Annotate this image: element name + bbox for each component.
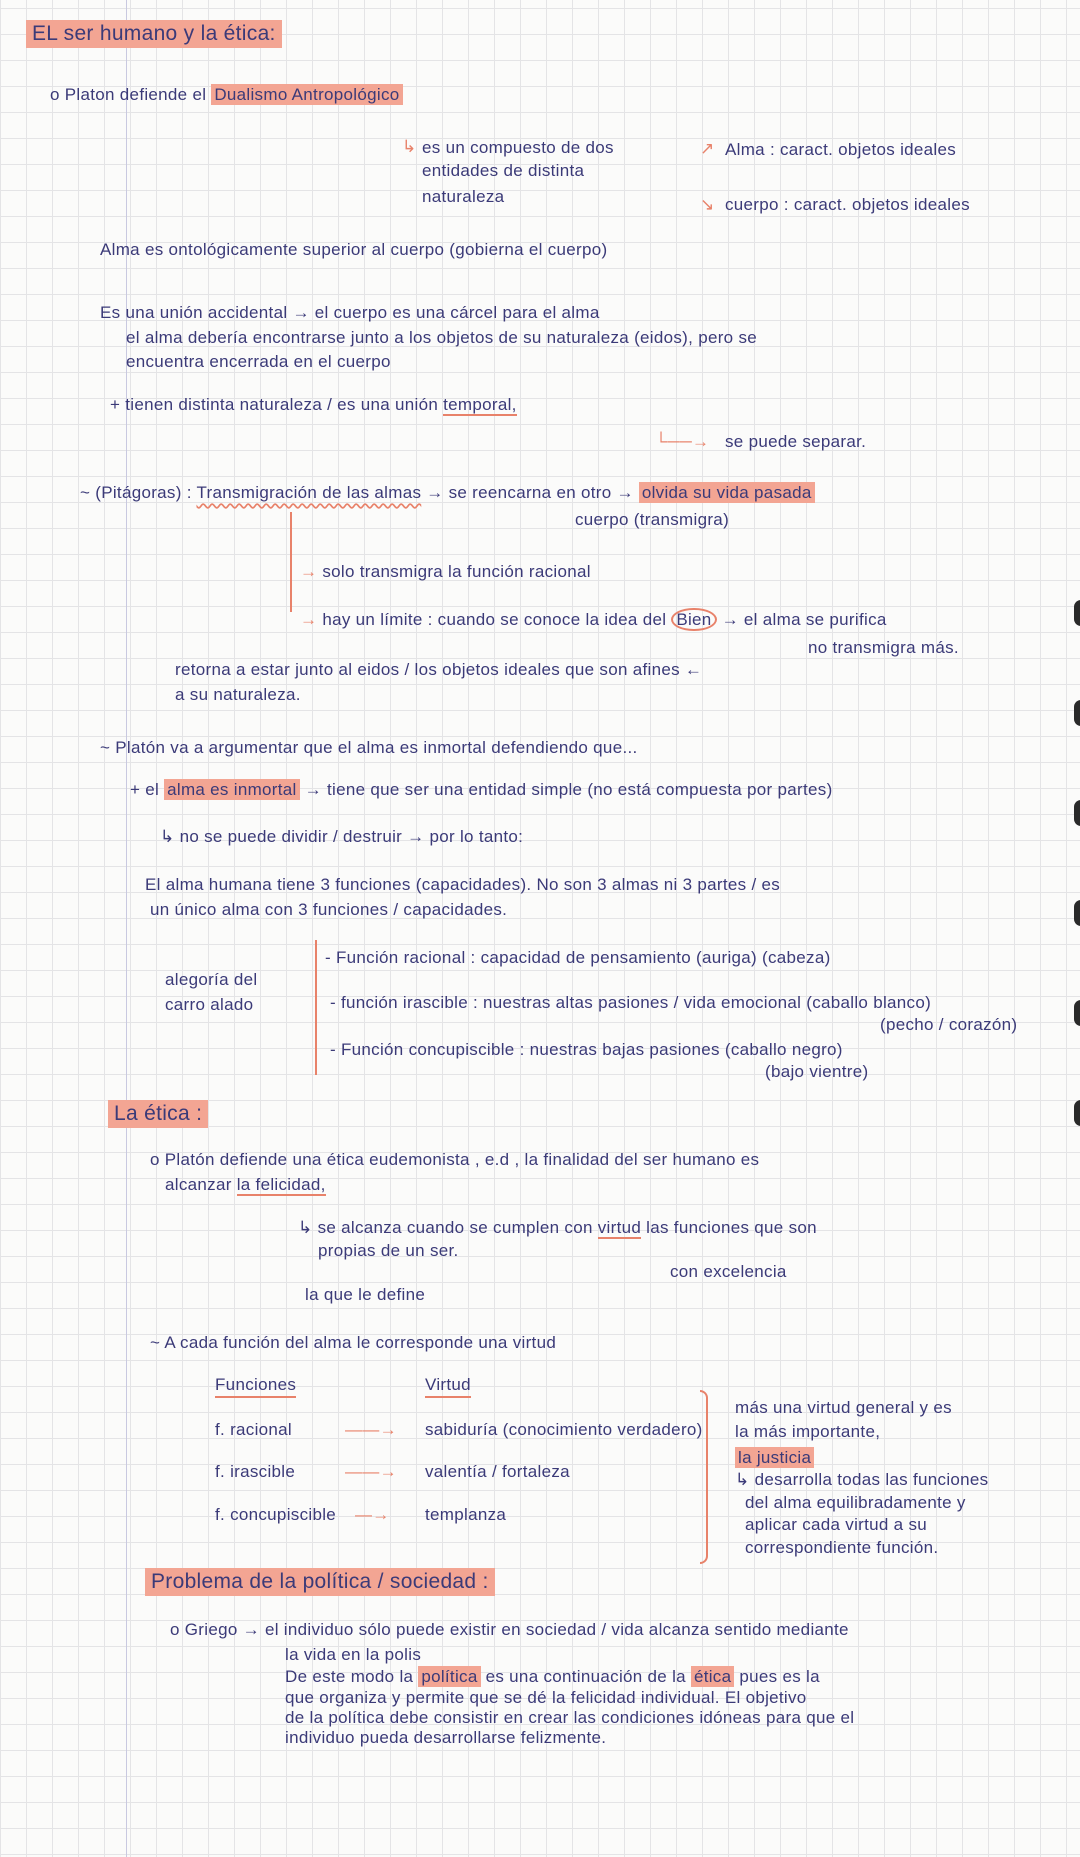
note-line: individuo pueda desarrollarse felizmente.	[285, 1728, 607, 1747]
note-line: o Platón defiende una ética eudemonista , e.d , la finalidad del ser humano es	[150, 1150, 760, 1169]
highlight: la justicia	[735, 1447, 814, 1468]
note-line: aplicar cada virtud a su	[745, 1515, 928, 1534]
note-line: ~ Platón va a argumentar que el alma es inmortal defendiendo que...	[100, 738, 638, 757]
brace	[315, 940, 317, 1075]
note-line: más una virtud general y es	[735, 1398, 952, 1417]
note-line: alegoría del	[165, 970, 258, 989]
arrow-icon: ↗	[700, 139, 715, 158]
note-line: que organiza y permite que se dé la felicidad individual. El objetivo	[285, 1688, 807, 1707]
note-line: del alma equilibradamente y	[745, 1493, 966, 1512]
highlight: política	[418, 1666, 480, 1687]
note-line: Es una unión accidental → el cuerpo es una cárcel para el alma	[100, 303, 600, 322]
note-line: (bajo vientre)	[765, 1062, 869, 1081]
brace	[700, 1390, 708, 1564]
note-line: el alma debería encontrarse junto a los objetos de su naturaleza (eidos), pero se	[126, 328, 757, 347]
note-line: cuerpo (transmigra)	[575, 510, 730, 529]
note-line: de la política debe consistir en crear las condiciones idóneas para que el	[285, 1708, 855, 1727]
section-title: Problema de la política / sociedad :	[145, 1568, 495, 1596]
arrow-icon: ——→	[345, 1462, 397, 1481]
highlight: alma es inmortal	[164, 779, 300, 800]
note-line: + tienen distinta naturaleza / es una unión temporal,	[110, 395, 517, 414]
table-cell: f. concupiscible	[215, 1505, 337, 1524]
note-line: o Platon defiende el Dualismo Antropológico	[50, 84, 403, 106]
table-cell: f. irascible	[215, 1462, 296, 1481]
note-line: → solo transmigra la función racional	[300, 562, 591, 581]
arrow-icon: —→	[355, 1505, 390, 1524]
note-line: - Función racional : capacidad de pensamiento (auriga) (cabeza)	[325, 948, 831, 967]
note-line: → hay un límite : cuando se conoce la idea del Bien → el alma se purifica	[300, 610, 887, 629]
note-line: alcanzar la felicidad,	[165, 1175, 326, 1194]
note-line: la vida en la polis	[285, 1645, 422, 1664]
note-line: (pecho / corazón)	[880, 1015, 1018, 1034]
highlight: ética	[691, 1666, 734, 1687]
note-line: cuerpo : caract. objetos ideales	[725, 195, 970, 214]
note-line: - Función concupiscible : nuestras bajas pasiones (caballo negro)	[330, 1040, 843, 1059]
note-line: retorna a estar junto al eidos / los objetos ideales que son afines ←	[175, 660, 703, 679]
binder-hole	[1074, 900, 1080, 926]
binder-hole	[1074, 1100, 1080, 1126]
note-line: no transmigra más.	[808, 638, 959, 657]
note-line: es un compuesto de dos	[422, 138, 614, 157]
note-line: encuentra encerrada en el cuerpo	[126, 352, 391, 371]
note-line: se puede separar.	[725, 432, 867, 451]
note-line: correspondiente función.	[745, 1538, 939, 1557]
note-line: la que le define	[305, 1285, 426, 1304]
highlight: Dualismo Antropológico	[211, 84, 402, 105]
binder-hole	[1074, 800, 1080, 826]
note-line: carro alado	[165, 995, 254, 1014]
note-line: ↳ desarrolla todas las funciones	[735, 1470, 989, 1489]
table-header: Virtud	[425, 1374, 471, 1398]
note-line: Alma : caract. objetos ideales	[725, 140, 957, 159]
note-line: + el alma es inmortal → tiene que ser una entidad simple (no está compuesta por partes)	[130, 780, 833, 799]
note-line: De este modo la política es una continuación de la ética pues es la	[285, 1667, 820, 1686]
table-header: Funciones	[215, 1374, 296, 1398]
binder-hole	[1074, 1000, 1080, 1026]
arrow-icon: ↘	[700, 195, 715, 214]
table-cell: templanza	[425, 1505, 507, 1524]
table-cell: sabiduría (conocimiento verdadero)	[425, 1420, 703, 1439]
note-line: un único alma con 3 funciones / capacidades.	[150, 900, 508, 919]
note-line: ↳ se alcanza cuando se cumplen con virtud las funciones que son	[298, 1218, 817, 1237]
note-line: propias de un ser.	[318, 1241, 459, 1260]
note-line: ~ (Pitágoras) : Transmigración de las almas → se reencarna en otro → olvida su vida pasada	[80, 482, 815, 504]
connector-line	[290, 512, 292, 612]
binder-hole	[1074, 600, 1080, 626]
page-title: EL ser humano y la ética:	[26, 20, 282, 48]
binder-hole	[1074, 700, 1080, 726]
note-line: ↳ no se puede dividir / destruir → por lo tanto:	[160, 827, 524, 846]
note-line: naturaleza	[422, 187, 505, 206]
note-line: a su naturaleza.	[175, 685, 301, 704]
arrow-icon: ——→	[345, 1420, 397, 1439]
arrow-icon: └──→	[655, 432, 710, 451]
note-line	[735, 1447, 814, 1469]
note-line: ~ A cada función del alma le corresponde una virtud	[150, 1333, 557, 1352]
table-cell: f. racional	[215, 1420, 293, 1439]
note-line: o Griego → el individuo sólo puede existir en sociedad / vida alcanza sentido mediante	[170, 1620, 849, 1639]
arrow-icon: ↳	[402, 137, 417, 156]
note-line: Alma es ontológicamente superior al cuerpo (gobierna el cuerpo)	[100, 240, 608, 259]
note-line: - función irascible : nuestras altas pasiones / vida emocional (caballo blanco)	[330, 993, 932, 1012]
note-line: la más importante,	[735, 1422, 881, 1441]
note-line: con excelencia	[670, 1262, 787, 1281]
section-title: La ética :	[108, 1100, 208, 1128]
highlight: olvida su vida pasada	[639, 482, 815, 503]
notebook-margin-line	[126, 0, 127, 1857]
table-cell: valentía / fortaleza	[425, 1462, 570, 1481]
note-line: entidades de distinta	[422, 161, 585, 180]
note-line: El alma humana tiene 3 funciones (capacidades). No son 3 almas ni 3 partes / es	[145, 875, 781, 894]
